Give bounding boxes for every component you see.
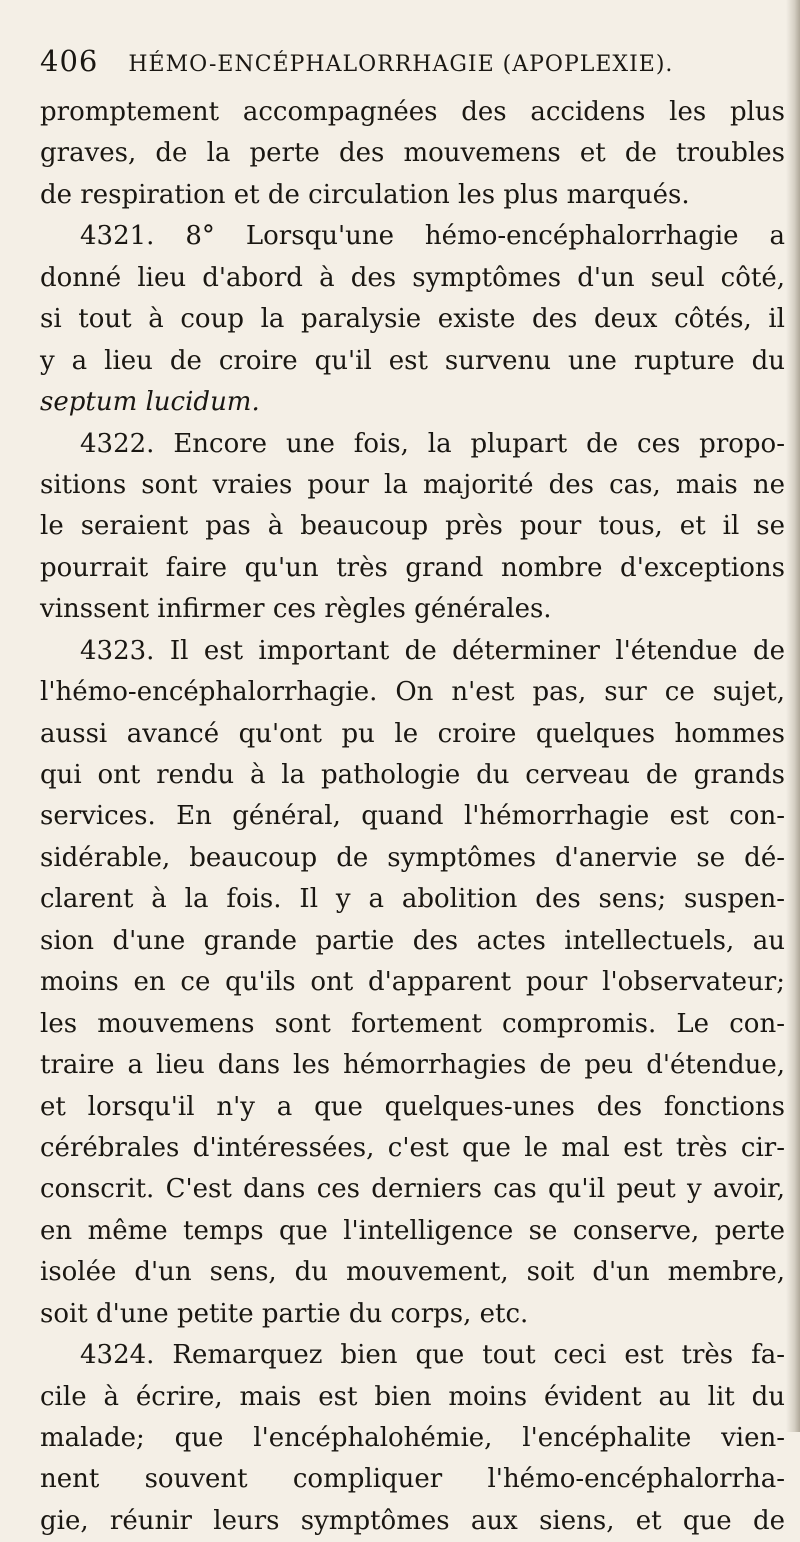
paragraph-4322-start: 4322. Encore une fois, la plupart de ces propo- [80, 428, 785, 459]
text-line: donné lieu d'abord à des symptômes d'un seul côté, [40, 262, 785, 293]
text-line: traire a lieu dans les hémorrhagies de peu d'étendue, [40, 1050, 785, 1081]
text-line: gie, réunir leurs symptômes aux siens, et que de [40, 1505, 785, 1536]
text-line: malade; que l'encéphalohémie, l'encéphalite vien- [40, 1423, 785, 1453]
text-line: graves, de la perte des mouvemens et de troubles [40, 138, 785, 169]
text-line: y a lieu de croire qu'il est survenu une rupture du [40, 345, 785, 376]
text-line: le seraient pas à beaucoup près pour tous, et il se [40, 511, 785, 542]
text-line: cile à écrire, mais est bien moins évident au lit du [40, 1381, 785, 1412]
text-line: sion d'une grande partie des actes intellectuels, au [40, 925, 785, 956]
body-text [40, 92, 785, 1542]
text-line: en même temps que l'intelligence se conserve, perte [40, 1215, 785, 1246]
paragraph-4323-start: 4323. Il est important de déterminer l'étendue de [80, 635, 785, 666]
text-line: sitions sont vraies pour la majorité des cas, mais ne [40, 469, 785, 500]
text-line: et lorsqu'il n'y a que quelques-unes des fonctions [40, 1091, 785, 1122]
text-line: promptement accompagnées des accidens les plus [40, 97, 785, 127]
text-line: pourrait faire qu'un très grand nombre d'exceptions [40, 552, 785, 583]
text-line: sidérable, beaucoup de symptômes d'anervie se dé- [40, 842, 785, 873]
text-line-italic [40, 382, 785, 423]
paragraph-4324-start: 4324. Remarquez bien que tout ceci est très fa- [80, 1340, 785, 1371]
text-line: nent souvent compliquer l'hémo-encéphalorrha- [40, 1464, 785, 1495]
text-line: vinssent infirmer ces règles générales. [40, 594, 552, 625]
page-header [40, 44, 780, 88]
text-line: aussi avancé qu'ont pu le croire quelques hommes [40, 718, 785, 749]
text-line: services. En général, quand l'hémorrhagie est con- [40, 801, 785, 832]
page-edge-shadow [786, 0, 800, 1432]
text-line: cérébrales d'intéressées, c'est que le mal est très cir- [40, 1132, 785, 1163]
text-line: soit d'une petite partie du corps, etc. [40, 1298, 529, 1329]
text-line: l'hémo-encéphalorrhagie. On n'est pas, sur ce sujet, [40, 677, 785, 708]
text-line: conscrit. C'est dans ces derniers cas qu'il peut y avoir, [40, 1174, 785, 1205]
text-line: qui ont rendu à la pathologie du cerveau de grands [40, 760, 785, 790]
text-line: si tout à coup la paralysie existe des deux côtés, il [40, 304, 785, 335]
text-line: les mouvemens sont fortement compromis. Le con- [40, 1008, 785, 1039]
text-line: isolée d'un sens, du mouvement, soit d'un membre, [40, 1257, 785, 1288]
page-number: 406 [40, 44, 99, 78]
text-line: clarent à la fois. Il y a abolition des sens; suspen- [40, 884, 785, 915]
text-line: moins en ce qu'ils ont d'apparent pour l'observateur; [40, 967, 785, 998]
text-line: de respiration et de circulation les plus marqués. [40, 179, 690, 210]
italic-term: septum lucidum. [40, 387, 260, 418]
paragraph-4321-start: 4321. 8° Lorsqu'une hémo-encéphalorrhagie a [80, 221, 785, 252]
running-title: HÉMO-ENCÉPHALORRHAGIE (APOPLEXIE). [128, 52, 674, 77]
